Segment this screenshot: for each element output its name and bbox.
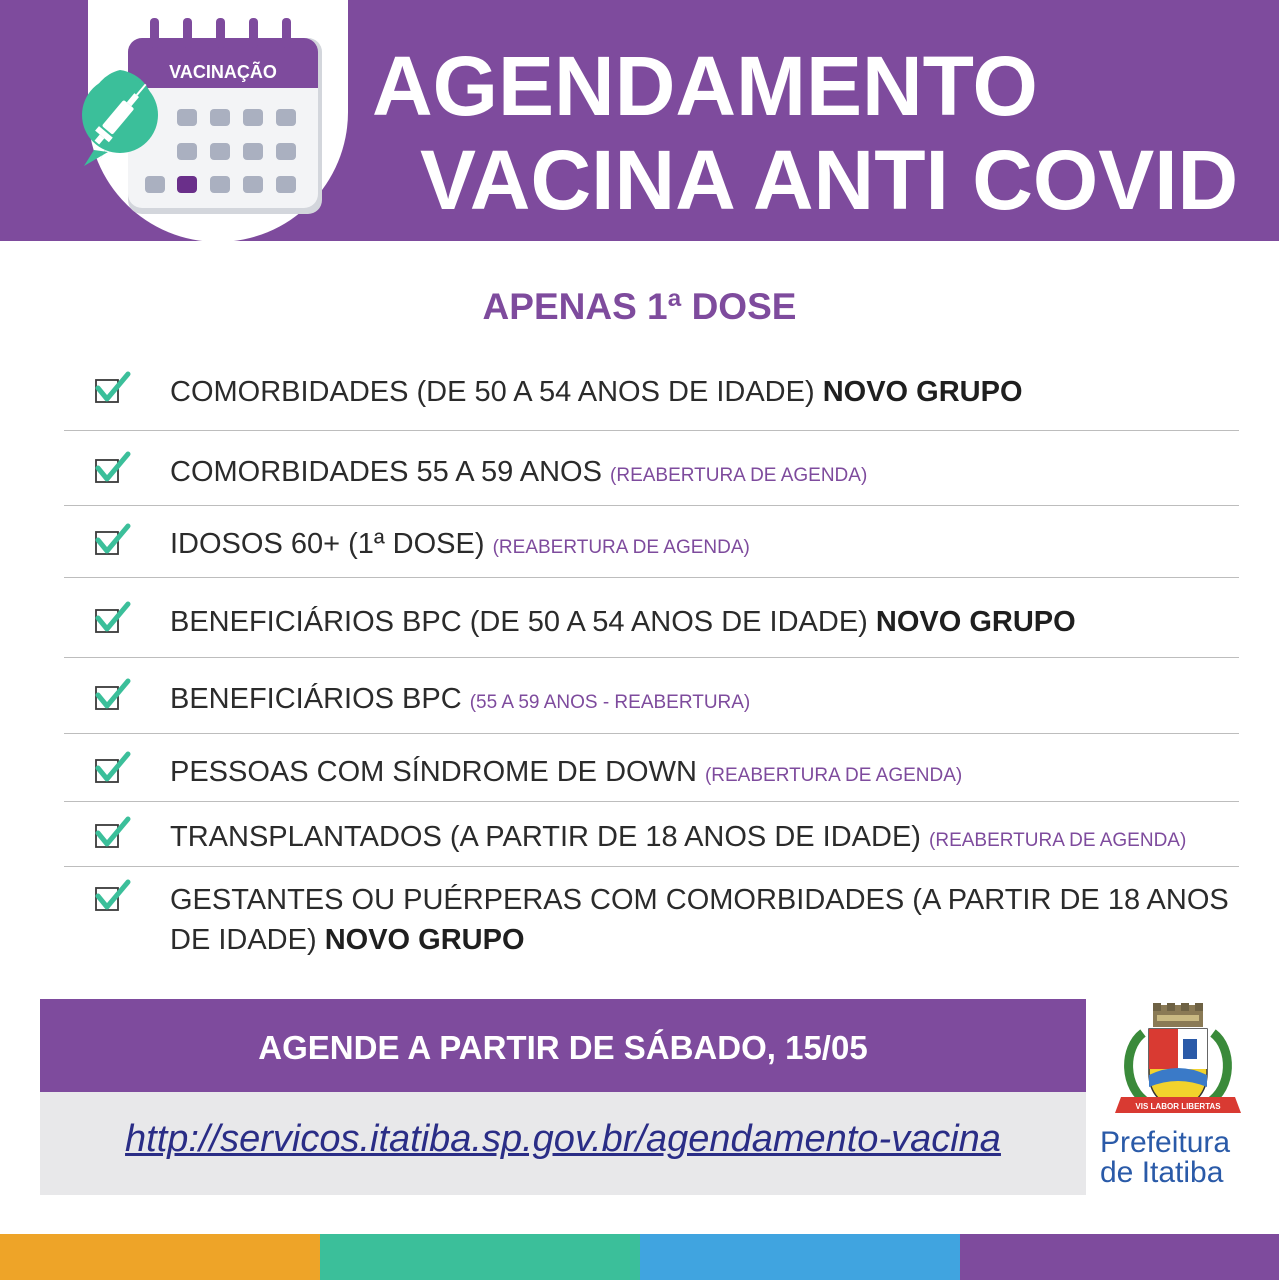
divider — [64, 577, 1239, 578]
page-title-line1: AGENDAMENTO — [372, 39, 1038, 133]
list-item-text — [170, 452, 1260, 496]
list-item-text — [170, 752, 1260, 796]
checkbox-checked-icon — [92, 677, 132, 718]
checkbox-checked-icon — [92, 522, 132, 563]
checkbox-checked-icon — [92, 750, 132, 791]
divider — [64, 866, 1239, 867]
stripe-blue — [640, 1234, 960, 1280]
scheduling-link[interactable]: http://servicos.itatiba.sp.gov.br/agendamento-vacina — [125, 1118, 1001, 1160]
list-item-text — [170, 602, 1260, 642]
list-item-label: TRANSPLANTADOS (A PARTIR DE 18 ANOS DE IDADE) — [170, 821, 921, 853]
cta-banner — [40, 999, 1086, 1092]
divider — [64, 430, 1239, 431]
list-item-label: GESTANTES OU PUÉRPERAS COM COMORBIDADES (A PARTIR DE 18 ANOS DE IDADE) — [170, 884, 1229, 956]
checkbox-checked-icon — [92, 370, 132, 411]
org-name-line1: Prefeitura — [1100, 1126, 1231, 1159]
list-item-label: BENEFICIÁRIOS BPC (DE 50 A 54 ANOS DE IDADE) — [170, 606, 868, 638]
list-item-text — [170, 524, 1260, 568]
list-item-text — [170, 679, 1260, 723]
calendar-label: VACINAÇÃO — [169, 62, 277, 82]
crest-motto: VIS LABOR LIBERTAS — [1135, 1102, 1221, 1111]
divider — [64, 657, 1239, 658]
reopening-note: (REABERTURA DE AGENDA) — [704, 765, 963, 786]
list-item-label: BENEFICIÁRIOS BPC — [170, 683, 462, 715]
url-box — [40, 1092, 1086, 1195]
list-item-text — [170, 880, 1260, 960]
stripe-teal — [320, 1234, 640, 1280]
checkbox-checked-icon — [92, 815, 132, 856]
page-title-line2: VACINA ANTI COVID — [420, 133, 1239, 227]
divider — [64, 505, 1239, 506]
header-banner — [0, 0, 1279, 241]
checkbox-checked-icon — [92, 600, 132, 641]
org-name-line2: de Itatiba — [1100, 1156, 1224, 1189]
reopening-note: (REABERTURA DE AGENDA) — [492, 537, 750, 558]
list-item-text — [170, 372, 1260, 412]
stripe-orange — [0, 1234, 320, 1280]
list-item-label: COMORBIDADES (DE 50 A 54 ANOS DE IDADE) — [170, 376, 815, 408]
org-name — [1100, 1128, 1260, 1188]
reopening-note: (REABERTURA DE AGENDA) — [929, 830, 1187, 851]
new-group-tag: NOVO GRUPO — [875, 606, 1076, 638]
divider — [64, 801, 1239, 802]
new-group-tag: NOVO GRUPO — [324, 924, 525, 956]
reopening-note: (55 A 59 ANOS - REABERTURA) — [469, 692, 751, 713]
checkbox-checked-icon — [92, 878, 132, 919]
checkbox-checked-icon — [92, 450, 132, 491]
stripe-purple — [960, 1234, 1279, 1280]
divider — [64, 733, 1239, 734]
cta-text: AGENDE A PARTIR DE SÁBADO, 15/05 — [258, 1029, 868, 1066]
list-item-text — [170, 817, 1260, 861]
subtitle: APENAS 1ª DOSE — [482, 286, 797, 327]
list-item-label: IDOSOS 60+ (1ª DOSE) — [170, 528, 485, 560]
reopening-note: (REABERTURA DE AGENDA) — [610, 465, 868, 486]
city-crest-icon — [1113, 1003, 1243, 1118]
new-group-tag: NOVO GRUPO — [822, 376, 1023, 408]
calendar-icon — [70, 0, 370, 241]
list-item-label: COMORBIDADES 55 A 59 ANOS — [170, 456, 602, 488]
list-item-label: PESSOAS COM SÍNDROME DE DOWN — [170, 756, 697, 788]
